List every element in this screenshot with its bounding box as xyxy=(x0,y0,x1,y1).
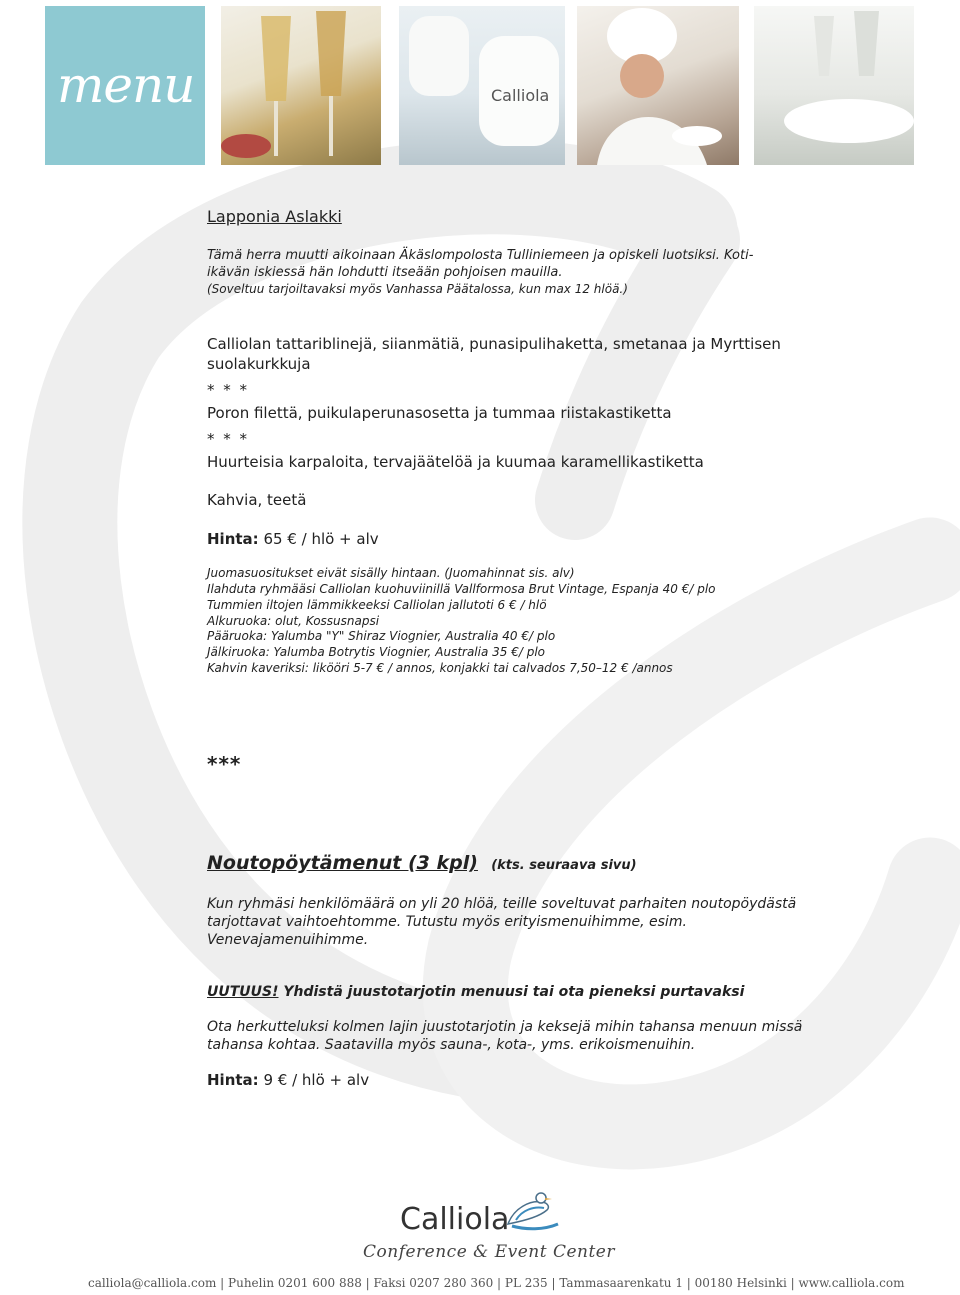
news-text-line-1: Ota herkutteluksi kolmen lajin juustotarjotin ja keksejä mihin tahansa menuun missä xyxy=(207,1019,803,1035)
champagne-glasses-icon xyxy=(221,6,381,165)
svg-text:Calliola: Calliola xyxy=(491,86,550,105)
drink-item: Pääruoka: Yalumba "Y" Shiraz Viognier, Australia 40 €/ plo xyxy=(207,629,556,643)
course-starter-line-1: Calliolan tattariblinejä, siianmätiä, punasipulihaketta, smetanaa ja Myrttisen xyxy=(207,335,781,353)
table-setting-icon xyxy=(754,6,914,165)
course-coffee: Kahvia, teetä xyxy=(207,491,307,509)
calliola-logo-name: Calliola xyxy=(400,1202,510,1237)
footer-contact: calliola@calliola.com | Puhelin 0201 600 888 | Faksi 0207 280 360 | PL 235 | Tammasaarenkatu 1 | 00180 Helsinki | www.calliola.com xyxy=(88,1276,905,1290)
course-separator: * * * xyxy=(207,381,250,399)
calliola-logo-subtitle: Conference & Event Center xyxy=(363,1242,615,1262)
buffet-text-line-2: tarjottavat vaihtoehtomme. Tutustu myös erityismenuihimme, esim. xyxy=(207,914,687,930)
drink-item: Ilahduta ryhmääsi Calliolan kuohuviinillä Vallformosa Brut Vintage, Espanja 40 €/ plo xyxy=(207,582,716,596)
drink-item: Jälkiruoka: Yalumba Botrytis Viognier, Australia 35 €/ plo xyxy=(207,645,546,659)
buffet-see-next: (kts. seuraava sivu) xyxy=(491,858,637,873)
drink-item: Tummien iltojen lämmikkeeksi Calliolan jallutoti 6 € / hlö xyxy=(207,598,547,612)
header-photo-champagne xyxy=(221,6,381,165)
chef-icon xyxy=(577,6,739,165)
menu-intro-note: (Soveltuu tarjoiltavaksi myös Vanhassa Päätalossa, kun max 12 hlöä.) xyxy=(207,282,628,296)
seagull-icon xyxy=(500,1190,562,1238)
menu-price-value: 65 € / hlö + alv xyxy=(263,530,379,548)
course-dessert: Huurteisia karpaloita, tervajäätelöä ja kuumaa karamellikastiketta xyxy=(207,453,704,471)
menu-title: Lapponia Aslakki xyxy=(207,207,342,226)
menu-intro-line-2: ikävän iskiessä hän lohdutti itseään pohjoisen mauilla. xyxy=(207,265,563,280)
news-price-value: 9 € / hlö + alv xyxy=(263,1071,370,1089)
news-label: UUTUUS! xyxy=(207,984,279,1000)
menu-header-word: menu xyxy=(57,56,195,114)
drink-item: Alkuruoka: olut, Kossusnapsi xyxy=(207,614,380,628)
buffet-title: Noutopöytämenut (3 kpl) xyxy=(207,852,478,874)
course-separator: * * * xyxy=(207,430,250,448)
menu-intro-line-1: Tämä herra muutti aikoinaan Äkäslompolosta Tulliniemeen ja opiskeli luotsiksi. Koti- xyxy=(207,248,754,263)
buffet-heading xyxy=(207,852,637,874)
drinks-note: Juomasuositukset eivät sisälly hintaan. (Juomahinnat sis. alv) xyxy=(207,566,575,580)
section-divider: *** xyxy=(207,752,242,776)
news-price-label: Hinta: xyxy=(207,1071,259,1089)
buffet-text-line-3: Venevajamenuihimme. xyxy=(207,932,369,948)
news-text-line-2: tahansa kohtaa. Saatavilla myös sauna-, kota-, yms. erikoismenuihin. xyxy=(207,1037,696,1053)
menu-header-tile xyxy=(45,6,205,165)
menu-price xyxy=(207,530,379,548)
course-main: Poron filettä, puikulaperunasosetta ja tummaa riistakastiketta xyxy=(207,404,672,422)
header-photo-cups xyxy=(399,6,565,165)
news-heading xyxy=(207,984,744,1000)
buffet-text-line-1: Kun ryhmäsi henkilömäärä on yli 20 hlöä, teille soveltuvat parhaiten noutopöydästä xyxy=(207,896,797,912)
header-photo-chef xyxy=(577,6,739,165)
coffee-cups-icon xyxy=(399,6,565,165)
news-price xyxy=(207,1071,369,1089)
menu-price-label: Hinta: xyxy=(207,530,259,548)
news-headline: Yhdistä juustotarjotin menuusi tai ota pieneksi purtavaksi xyxy=(283,984,745,1000)
course-starter-line-2: suolakurkkuja xyxy=(207,355,311,373)
header-photo-table xyxy=(754,6,914,165)
drink-item: Kahvin kaveriksi: likööri 5-7 € / annos, konjakki tai calvados 7,50–12 € /annos xyxy=(207,661,673,675)
